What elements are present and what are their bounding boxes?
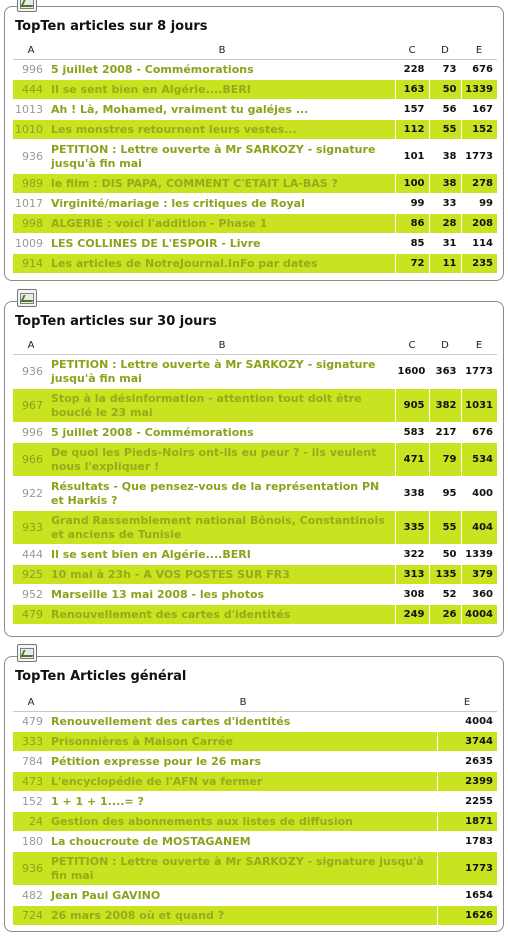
value-d: 52 <box>429 585 461 605</box>
table-row <box>13 752 497 772</box>
value-d: 11 <box>429 254 461 274</box>
row-rank: 996 <box>13 60 49 80</box>
article-link[interactable]: 5 juillet 2008 - Commémorations <box>49 60 395 80</box>
value-e: 1339 <box>461 545 497 565</box>
value-d: 382 <box>429 389 461 423</box>
row-rank: 936 <box>13 140 49 174</box>
column-header-b: B <box>49 693 437 712</box>
column-header-d: D <box>429 336 461 355</box>
value-e: 99 <box>461 194 497 214</box>
row-rank: 998 <box>13 214 49 234</box>
value-e: 1773 <box>461 355 497 389</box>
row-rank: 989 <box>13 174 49 194</box>
value-c: 100 <box>395 174 429 194</box>
article-link[interactable]: Jean Paul GAVINO <box>49 886 437 906</box>
value-c: 583 <box>395 423 429 443</box>
value-e: 676 <box>461 423 497 443</box>
value-e: 4004 <box>437 712 497 732</box>
value-e: 2399 <box>437 772 497 792</box>
value-e: 676 <box>461 60 497 80</box>
table-row <box>13 80 497 100</box>
row-rank: 922 <box>13 477 49 511</box>
value-c: 85 <box>395 234 429 254</box>
table-row <box>13 60 497 80</box>
value-e: 404 <box>461 511 497 545</box>
table-row <box>13 732 497 752</box>
value-c: 335 <box>395 511 429 545</box>
article-link[interactable]: 10 mai à 23h - A VOS POSTES SUR FR3 <box>49 565 395 585</box>
value-e: 152 <box>461 120 497 140</box>
value-e: 1654 <box>437 886 497 906</box>
value-d: 55 <box>429 511 461 545</box>
value-d: 28 <box>429 214 461 234</box>
article-link[interactable]: Il se sent bien en Algérie....BERI <box>49 545 395 565</box>
row-rank: 936 <box>13 355 49 389</box>
column-header-c: C <box>395 336 429 355</box>
value-d: 50 <box>429 80 461 100</box>
value-d: 38 <box>429 174 461 194</box>
row-rank: 925 <box>13 565 49 585</box>
article-link[interactable]: Pétition expresse pour le 26 mars <box>49 752 437 772</box>
article-link[interactable]: LES COLLINES DE L'ESPOIR - Livre <box>49 234 395 254</box>
article-link[interactable]: PETITION : Lettre ouverte à Mr SARKOZY - signature jusqu'à fin mai <box>49 852 437 886</box>
article-link[interactable]: La choucroute de MOSTAGANEM <box>49 832 437 852</box>
value-c: 112 <box>395 120 429 140</box>
value-e: 2635 <box>437 752 497 772</box>
article-link[interactable]: Prisonnières à Maison Carrée <box>49 732 437 752</box>
value-e: 2255 <box>437 792 497 812</box>
article-link[interactable]: 26 mars 2008 où et quand ? <box>49 906 437 926</box>
value-d: 38 <box>429 140 461 174</box>
table-row <box>13 140 497 174</box>
value-e: 208 <box>461 214 497 234</box>
panel-title: TopTen articles sur 30 jours <box>15 314 217 329</box>
column-header-a: A <box>13 693 49 712</box>
article-link[interactable]: le film : DIS PAPA, COMMENT C'ETAIT LA-BAS ? <box>49 174 395 194</box>
article-link[interactable]: ALGERIE : voici l'addition - Phase 1 <box>49 214 395 234</box>
value-c: 322 <box>395 545 429 565</box>
value-c: 101 <box>395 140 429 174</box>
value-e: 3744 <box>437 732 497 752</box>
table-row <box>13 120 497 140</box>
value-d: 217 <box>429 423 461 443</box>
table-row <box>13 585 497 605</box>
article-link[interactable]: 1 + 1 + 1....= ? <box>49 792 437 812</box>
value-d: 55 <box>429 120 461 140</box>
article-link[interactable]: Il se sent bien en Algérie....BERI <box>49 80 395 100</box>
table-row <box>13 443 497 477</box>
article-link[interactable]: 5 juillet 2008 - Commémorations <box>49 423 395 443</box>
value-e: 360 <box>461 585 497 605</box>
value-d: 363 <box>429 355 461 389</box>
row-rank: 1017 <box>13 194 49 214</box>
topten-30-days-table <box>13 336 497 625</box>
row-rank: 952 <box>13 585 49 605</box>
table-row <box>13 605 497 625</box>
value-e: 400 <box>461 477 497 511</box>
value-e: 379 <box>461 565 497 585</box>
table-row <box>13 477 497 511</box>
row-rank: 914 <box>13 254 49 274</box>
value-c: 86 <box>395 214 429 234</box>
article-link[interactable]: Renouvellement des cartes d'identités <box>49 605 395 625</box>
row-rank: 933 <box>13 511 49 545</box>
row-rank: 482 <box>13 886 49 906</box>
article-link[interactable]: Grand Rassemblement national Bônois, Constantinois et anciens de Tunisie <box>49 511 395 545</box>
table-row <box>13 389 497 423</box>
row-rank: 996 <box>13 423 49 443</box>
value-e: 235 <box>461 254 497 274</box>
column-header-e: E <box>437 693 497 712</box>
value-e: 114 <box>461 234 497 254</box>
column-header-d: D <box>429 41 461 60</box>
value-c: 338 <box>395 477 429 511</box>
topten-8-days-table <box>13 41 497 274</box>
value-d: 31 <box>429 234 461 254</box>
article-link[interactable]: Virginité/mariage : les critiques de Royal <box>49 194 395 214</box>
value-c: 72 <box>395 254 429 274</box>
table-row <box>13 545 497 565</box>
column-header-a: A <box>13 336 49 355</box>
value-e: 278 <box>461 174 497 194</box>
value-c: 905 <box>395 389 429 423</box>
value-d: 50 <box>429 545 461 565</box>
topten-general-panel <box>4 656 504 932</box>
value-c: 157 <box>395 100 429 120</box>
article-link[interactable]: Ah ! Là, Mohamed, vraiment tu galéjes ... <box>49 100 395 120</box>
article-link[interactable]: PETITION : Lettre ouverte à Mr SARKOZY - signature jusqu'à fin mai <box>49 355 395 389</box>
topten-8-days-panel <box>4 6 504 281</box>
value-c: 308 <box>395 585 429 605</box>
value-c: 1600 <box>395 355 429 389</box>
value-e: 4004 <box>461 605 497 625</box>
value-c: 228 <box>395 60 429 80</box>
value-d: 73 <box>429 60 461 80</box>
table-row <box>13 254 497 274</box>
value-e: 534 <box>461 443 497 477</box>
panel-title: TopTen articles sur 8 jours <box>15 19 208 34</box>
value-e: 1626 <box>437 906 497 926</box>
article-link[interactable]: Les monstres retournent leurs vestes... <box>49 120 395 140</box>
value-c: 313 <box>395 565 429 585</box>
table-row <box>13 423 497 443</box>
table-row <box>13 214 497 234</box>
row-rank: 479 <box>13 605 49 625</box>
image-icon <box>17 289 37 307</box>
value-e: 1783 <box>437 832 497 852</box>
table-row <box>13 712 497 732</box>
row-rank: 936 <box>13 852 49 886</box>
row-rank: 180 <box>13 832 49 852</box>
column-header-b: B <box>49 41 395 60</box>
value-d: 26 <box>429 605 461 625</box>
table-row <box>13 906 497 926</box>
value-e: 1871 <box>437 812 497 832</box>
value-d: 79 <box>429 443 461 477</box>
value-e: 1339 <box>461 80 497 100</box>
table-row <box>13 772 497 792</box>
table-row <box>13 812 497 832</box>
table-row <box>13 100 497 120</box>
article-link[interactable]: Stop à la désinformation - attention tout doit être bouclé le 23 mai <box>49 389 395 423</box>
column-header-e: E <box>461 41 497 60</box>
row-rank: 444 <box>13 545 49 565</box>
image-icon <box>17 0 37 12</box>
row-rank: 967 <box>13 389 49 423</box>
value-e: 1773 <box>461 140 497 174</box>
column-header-b: B <box>49 336 395 355</box>
column-header-a: A <box>13 41 49 60</box>
row-rank: 1009 <box>13 234 49 254</box>
row-rank: 966 <box>13 443 49 477</box>
row-rank: 333 <box>13 732 49 752</box>
panel-title: TopTen Articles général <box>15 669 187 684</box>
table-row <box>13 886 497 906</box>
article-link[interactable]: Résultats - Que pensez-vous de la représentation PN et Harkis ? <box>49 477 395 511</box>
article-link[interactable]: Renouvellement des cartes d'identités <box>49 712 437 732</box>
topten-30-days-panel <box>4 301 504 637</box>
table-row <box>13 852 497 886</box>
value-d: 95 <box>429 477 461 511</box>
table-row <box>13 832 497 852</box>
value-c: 249 <box>395 605 429 625</box>
topten-general-table <box>13 693 497 926</box>
article-link[interactable]: PETITION : Lettre ouverte à Mr SARKOZY - signature jusqu'à fin mai <box>49 140 395 174</box>
table-row <box>13 355 497 389</box>
value-e: 1773 <box>437 852 497 886</box>
column-header-c: C <box>395 41 429 60</box>
column-header-e: E <box>461 336 497 355</box>
row-rank: 724 <box>13 906 49 926</box>
value-d: 56 <box>429 100 461 120</box>
article-link[interactable]: Gestion des abonnements aux listes de diffusion <box>49 812 437 832</box>
value-d: 33 <box>429 194 461 214</box>
value-d: 135 <box>429 565 461 585</box>
table-row <box>13 565 497 585</box>
image-icon <box>17 644 37 662</box>
value-c: 99 <box>395 194 429 214</box>
table-row <box>13 234 497 254</box>
article-link[interactable]: De quoi les Pieds-Noirs ont-ils eu peur ? - ils veulent nous l'expliquer ! <box>49 443 395 477</box>
article-link[interactable]: L'encyclopédie de l'AFN va fermer <box>49 772 437 792</box>
value-e: 1031 <box>461 389 497 423</box>
article-link[interactable]: Les articles de NotreJournal.InFo par dates <box>49 254 395 274</box>
row-rank: 152 <box>13 792 49 812</box>
row-rank: 479 <box>13 712 49 732</box>
table-row <box>13 194 497 214</box>
row-rank: 1010 <box>13 120 49 140</box>
row-rank: 24 <box>13 812 49 832</box>
table-row <box>13 792 497 812</box>
value-c: 163 <box>395 80 429 100</box>
row-rank: 444 <box>13 80 49 100</box>
table-row <box>13 511 497 545</box>
row-rank: 784 <box>13 752 49 772</box>
value-e: 167 <box>461 100 497 120</box>
value-c: 471 <box>395 443 429 477</box>
article-link[interactable]: Marseille 13 mai 2008 - les photos <box>49 585 395 605</box>
row-rank: 473 <box>13 772 49 792</box>
table-row <box>13 174 497 194</box>
row-rank: 1013 <box>13 100 49 120</box>
